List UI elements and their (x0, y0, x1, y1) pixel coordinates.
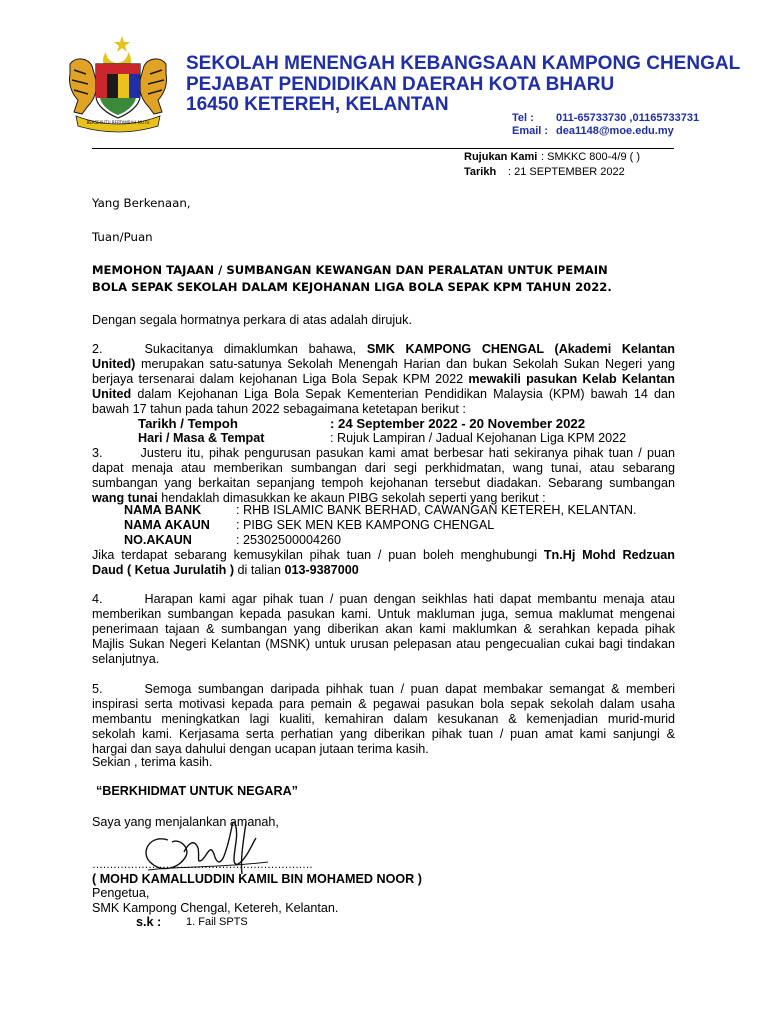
crest-motto-caption: BERSEKUTU BERTAMBAH MUTU (86, 120, 150, 125)
paragraph-2-line: bawah 17 tahun pada tahun 2022 sebagaimana ketetapan berikut : (92, 402, 466, 416)
paragraph-2 (92, 342, 675, 417)
paragraph-2-line: berjaya tersenarai dalam kejohanan Liga Bola Sepak KPM 2022 mewakili pasukan Kelab Kelantan (92, 372, 676, 386)
paragraph-5-line: hargai dan saya dahului dengan ucapan jutaan terima kasih. (92, 742, 429, 756)
principal-name: ( MOHD KAMALLUDDIN KAMIL BIN MOHAMED NOOR ) (92, 872, 422, 886)
principal-position: Pengetua, (92, 886, 150, 900)
account-number-label: NO.AKAUN (124, 533, 192, 547)
phone-value: 011-65733730 ,01165733731 (556, 112, 700, 124)
paragraph-4-line: Majlis Sukan Negeri Kelantan (MSNK) untuk urusan pelepasan atau pengecualian cukai bagi tindakan (92, 637, 675, 651)
school-name: SEKOLAH MENENGAH KEBANGSAAN KAMPONG CHENGAL (186, 53, 741, 74)
school-team-name: SMK KAMPONG CHENGAL (Akademi Kelantan (366, 342, 676, 356)
contact-line: Daud ( Ketua Jurulatih ) di talian 013-9387000 (92, 563, 359, 577)
paragraph-4-line: 4. Harapan kami agar pihak tuan / puan dengan seikhlas hati dapat membantu menaja atau (92, 592, 675, 606)
school-address: 16450 KETEREH, KELANTAN (186, 94, 449, 115)
paragraph-3-line: sumbangan yang berkaitan sepanjang tempoh kejohanan tersebut diadakan. Sebarang sumbangan (92, 476, 675, 490)
reference-value: : SMKKC 800-4/9 ( ) (541, 151, 641, 163)
paragraph-4 (92, 592, 675, 667)
paragraph-4-line: memberikan sumbangan kepada pasukan kami. Untuk makluman juga, semua maklumat mengenai (92, 607, 675, 621)
cc-label: s.k : (136, 915, 162, 929)
paragraph-5 (92, 682, 675, 757)
paragraph-number: 5. (92, 682, 103, 696)
paragraph-3 (92, 446, 675, 506)
paragraph-5-line: membantu meningkatkan lagi kualiti, kemahiran dalam kesukanan & kemenjadian murid-murid (92, 712, 675, 726)
paragraph-2-line: United dalam Kejohanan Liga Bola Sepak Kementerian Pendidikan Malaysia (KPM) bawah 14 dan (92, 387, 676, 401)
contact-line: Jika terdapat sebarang kemusykilan pihak tuan / puan boleh menghubungi Tn.Hj Mohd Redzuan (92, 548, 675, 562)
date-label: Tarikh (464, 166, 497, 178)
bank-name-label: NAMA BANK (124, 503, 202, 517)
email-value: dea1148@moe.edu.my (556, 125, 674, 137)
paragraph-number: 2. (92, 342, 103, 356)
closing-thanks: Sekian , terima kasih. (92, 755, 213, 769)
paragraph-3-line: 3. Justeru itu, pihak pengurusan pasukan kami amat berbesar hati sekiranya pihak tuan / puan (92, 446, 675, 460)
schedule-venue-value: : Rujuk Lampiran / Jadual Kejohanan Liga KPM 2022 (330, 431, 627, 445)
coach-phone: 013-9387000 (284, 563, 359, 577)
schedule-date-value: : 24 September 2022 - 20 November 2022 (330, 416, 586, 431)
paragraph-2-line: United) merupakan satu-satunya Sekolah Menengah Harian dan bukan Sekolah Sukan Negeri yang (92, 357, 676, 371)
contact-paragraph (92, 548, 675, 578)
principal-school: SMK Kampong Chengal, Ketereh, Kelantan. (92, 901, 339, 915)
account-name-value: : PIBG SEK MEN KEB KAMPONG CHENGAL (236, 518, 495, 532)
paragraph-4-line: penerimaan tajaan & sumbangan yang diberikan akan kami maklumkan & serahkan kepada pihak (92, 622, 675, 636)
paragraph-5-line: inspirasi serta motivasi kepada para pemain & pegawai pasukan bola sepak sekolah dalam usaha (92, 697, 675, 711)
date-value: : 21 SEPTEMBER 2022 (508, 166, 625, 178)
subject-line-1: MEMOHON TAJAAN / SUMBANGAN KEWANGAN DAN PERALATAN UNTUK PEMAIN (92, 263, 608, 277)
paragraph-number: 3. (92, 446, 103, 460)
trust-line: Saya yang menjalankan amanah, (92, 815, 279, 829)
salutation: Yang Berkenaan, (92, 196, 191, 210)
cc-item: 1. Fail SPTS (186, 916, 248, 928)
phone-label: Tel : (512, 112, 534, 124)
paragraph-2-line: 2. Sukacitanya dimaklumkan bahawa, SMK KAMPONG CHENGAL (Akademi Kelantan (92, 342, 676, 356)
motto: “BERKHIDMAT UNTUK NEGARA” (96, 784, 298, 798)
paragraph-3-line: dapat menaja atau memberikan sumbangan dari segi perkhidmatan, wang tunai, atau sebarang (92, 461, 675, 475)
paragraph-5-line: 5. Semoga sumbangan daripada pihhak tuan / puan dapat membakar semangat & memberi (92, 682, 675, 696)
paragraph-number: 4. (92, 592, 103, 606)
email-label: Email : (512, 125, 549, 137)
account-number-value: : 25302500004260 (236, 533, 342, 547)
coach-name: Tn.Hj Mohd Redzuan (543, 548, 675, 562)
paragraph-4-line: selanjutnya. (92, 652, 160, 666)
school-crest-logo (62, 34, 174, 134)
bank-name-value: : RHB ISLAMIC BANK BERHAD, CAWANGAN KETEREH, KELANTAN. (236, 503, 637, 517)
schedule-venue-label: Hari / Masa & Tempat (138, 431, 265, 445)
letterhead-divider (92, 148, 674, 149)
opening-sentence: Dengan segala hormatnya perkara di atas adalah dirujuk. (92, 313, 412, 327)
reference-label: Rujukan Kami (464, 151, 538, 163)
signature-dotted-line: ……………………………………………………… (92, 859, 313, 871)
paragraph-3-line: wang tunai hendaklah dimasukkan ke akaun PIBG sekolah seperti yang berikut : (92, 491, 546, 505)
district-office: PEJABAT PENDIDIKAN DAERAH KOTA BHARU (186, 74, 615, 95)
schedule-date-label: Tarikh / Tempoh (138, 416, 238, 431)
paragraph-5-line: sekolah kami. Kerjasama serta perhatian yang diberikan pihak tuan / puan amat kami sanjungi & (92, 727, 675, 741)
account-name-label: NAMA AKAUN (124, 518, 210, 532)
subject-line-2: BOLA SEPAK SEKOLAH DALAM KEJOHANAN LIGA BOLA SEPAK KPM TAHUN 2022. (92, 280, 612, 294)
addressee: Tuan/Puan (92, 230, 153, 244)
